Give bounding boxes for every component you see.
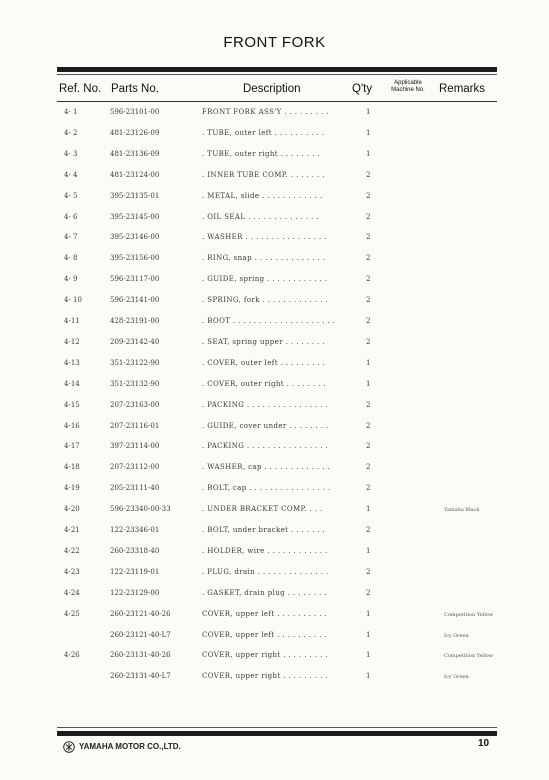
ref-no-cell: 4-26 bbox=[64, 651, 80, 660]
parts-no-cell: 395-23156-00 bbox=[110, 254, 160, 263]
parts-no-cell: 596-23340-00-33 bbox=[110, 505, 171, 514]
company-name: YAMAHA MOTOR CO.,LTD. bbox=[79, 742, 181, 751]
parts-no-cell: 395-23145-00 bbox=[110, 212, 160, 221]
parts-no-cell: 122-23129-00 bbox=[110, 588, 160, 597]
qty-cell: 1 bbox=[366, 546, 371, 555]
parts-no-cell: 351-23122-90 bbox=[110, 358, 160, 367]
table-row bbox=[0, 401, 549, 421]
qty-cell: 1 bbox=[366, 358, 371, 367]
table-row bbox=[0, 526, 549, 546]
table-row bbox=[0, 254, 549, 274]
qty-cell: 2 bbox=[366, 526, 371, 534]
ref-no-cell: 4-13 bbox=[64, 358, 80, 367]
ref-no-cell: 4- 10 bbox=[64, 296, 82, 305]
description-cell: . GUIDE, spring . . . . . . . . . . . . bbox=[202, 275, 328, 284]
ref-no-cell: 4- 4 bbox=[64, 170, 78, 179]
table-row bbox=[0, 338, 549, 358]
table-row bbox=[0, 505, 549, 525]
parts-no-cell: 207-23116-01 bbox=[110, 421, 160, 430]
ref-no-cell: 4- 6 bbox=[64, 212, 78, 221]
table-header bbox=[0, 80, 549, 100]
parts-no-cell: 260-23131-40-L7 bbox=[110, 672, 171, 681]
parts-no-cell: 395-23146-00 bbox=[110, 233, 160, 242]
parts-no-cell: 122-23346-01 bbox=[110, 526, 160, 534]
table-row bbox=[0, 171, 549, 191]
qty-cell: 2 bbox=[366, 275, 371, 284]
ref-no-cell: 4-16 bbox=[64, 421, 80, 430]
qty-cell: 2 bbox=[366, 337, 371, 346]
ref-no-cell: 4-24 bbox=[64, 588, 80, 597]
header-ref-no: Ref. No. bbox=[59, 83, 102, 95]
table-row bbox=[0, 463, 549, 483]
table-row bbox=[0, 129, 549, 149]
description-cell: FRONT FORK ASS'Y . . . . . . . . . bbox=[202, 108, 329, 116]
ref-no-cell: 4- 7 bbox=[64, 233, 78, 242]
qty-cell: 2 bbox=[366, 567, 371, 576]
ref-no-cell: 4- 1 bbox=[64, 108, 78, 116]
table-row bbox=[0, 589, 549, 609]
remarks-cell: Icy Green bbox=[444, 674, 469, 681]
qty-cell: 1 bbox=[366, 108, 371, 116]
description-cell: . RING, snap . . . . . . . . . . . . . . bbox=[202, 254, 326, 263]
qty-cell: 1 bbox=[366, 609, 371, 618]
table-row bbox=[0, 108, 549, 128]
remarks-cell: Yamaha Black bbox=[444, 507, 480, 514]
description-cell: . OIL SEAL . . . . . . . . . . . . . . bbox=[202, 212, 319, 221]
table-row bbox=[0, 442, 549, 462]
table-row bbox=[0, 651, 549, 671]
remarks-cell: Competition Yellow bbox=[444, 611, 494, 618]
ref-no-cell: 4-14 bbox=[64, 379, 80, 388]
qty-cell: 1 bbox=[366, 630, 371, 639]
description-cell: . GUIDE, cover under . . . . . . . . bbox=[202, 421, 329, 430]
parts-no-cell: 481-23126-09 bbox=[110, 128, 160, 137]
ref-no-cell: 4-25 bbox=[64, 609, 80, 618]
description-cell: . TUBE, outer right . . . . . . . . bbox=[202, 149, 320, 158]
parts-no-cell: 596-23141-00 bbox=[110, 296, 160, 305]
ref-no-cell: 4- 2 bbox=[64, 128, 78, 137]
description-cell: COVER, upper right . . . . . . . . . bbox=[202, 651, 328, 660]
description-cell: . COVER, outer left . . . . . . . . . bbox=[202, 358, 326, 367]
qty-cell: 2 bbox=[366, 463, 371, 472]
table-row bbox=[0, 317, 549, 337]
remarks-cell: Icy Green bbox=[444, 632, 469, 639]
description-cell: . PLUG, drain . . . . . . . . . . . . . . bbox=[202, 567, 329, 576]
parts-no-cell: 207-23163-00 bbox=[110, 400, 160, 409]
header-applicable-machine: Applicable Machine No. bbox=[391, 80, 425, 93]
description-cell: . COVER, outer right . . . . . . . . bbox=[202, 379, 326, 388]
qty-cell: 2 bbox=[366, 296, 371, 305]
ref-no-cell: 4-11 bbox=[64, 317, 80, 325]
description-cell: . PACKING . . . . . . . . . . . . . . . . bbox=[202, 442, 329, 451]
parts-no-cell: 596-23117-00 bbox=[110, 275, 160, 284]
description-cell: . PACKING . . . . . . . . . . . . . . . . bbox=[202, 400, 329, 409]
parts-no-cell: 207-23112-00 bbox=[110, 463, 160, 472]
ref-no-cell: 4-20 bbox=[64, 505, 80, 514]
table-row bbox=[0, 275, 549, 295]
description-cell: . SPRING, fork . . . . . . . . . . . . . bbox=[202, 296, 329, 305]
ref-no-cell: 4-12 bbox=[64, 337, 80, 346]
table-row bbox=[0, 568, 549, 588]
parts-no-cell: 397-23114-00 bbox=[110, 442, 160, 451]
parts-no-cell: 395-23135-01 bbox=[110, 191, 160, 200]
ref-no-cell: 4- 5 bbox=[64, 191, 78, 200]
top-rule-thick bbox=[57, 67, 497, 72]
header-parts-no: Parts No. bbox=[111, 83, 159, 95]
ref-no-cell: 4- 3 bbox=[64, 149, 78, 158]
parts-no-cell: 481-23124-00 bbox=[110, 170, 160, 179]
parts-no-cell: 351-23132-90 bbox=[110, 379, 160, 388]
description-cell: . BOLT, cap . . . . . . . . . . . . . . . . bbox=[202, 484, 331, 493]
ref-no-cell: 4-23 bbox=[64, 567, 80, 576]
table-row bbox=[0, 192, 549, 212]
page-number: 10 bbox=[478, 738, 490, 749]
qty-cell: 2 bbox=[366, 233, 371, 242]
description-cell: . METAL, slide . . . . . . . . . . . . bbox=[202, 191, 323, 200]
qty-cell: 1 bbox=[366, 379, 371, 388]
table-row bbox=[0, 422, 549, 442]
bottom-rule-thick bbox=[57, 731, 497, 736]
description-cell: . HOLDER, wire . . . . . . . . . . . . bbox=[202, 546, 328, 555]
parts-no-cell: 209-23142-40 bbox=[110, 337, 160, 346]
description-cell: . GASKET, drain plug . . . . . . . . bbox=[202, 588, 328, 597]
qty-cell: 1 bbox=[366, 149, 371, 158]
description-cell: COVER, upper right . . . . . . . . . bbox=[202, 672, 328, 681]
table-row bbox=[0, 672, 549, 692]
table-row bbox=[0, 484, 549, 504]
ref-no-cell: 4-18 bbox=[64, 463, 80, 472]
header-qty: Q'ty bbox=[352, 83, 373, 95]
description-cell: . BOOT . . . . . . . . . . . . . . . . . . . . bbox=[202, 317, 336, 325]
qty-cell: 2 bbox=[366, 442, 371, 451]
ref-no-cell: 4- 9 bbox=[64, 275, 78, 284]
parts-no-cell: 596-23101-00 bbox=[110, 108, 160, 116]
table-row bbox=[0, 213, 549, 233]
qty-cell: 2 bbox=[366, 317, 371, 325]
qty-cell: 2 bbox=[366, 484, 371, 493]
table-row bbox=[0, 610, 549, 630]
top-rule-thin bbox=[57, 74, 497, 75]
qty-cell: 1 bbox=[366, 505, 371, 514]
ref-no-cell: 4-19 bbox=[64, 484, 80, 493]
qty-cell: 2 bbox=[366, 170, 371, 179]
bottom-rule-thin bbox=[57, 727, 497, 728]
header-rule bbox=[57, 101, 497, 102]
qty-cell: 1 bbox=[366, 128, 371, 137]
qty-cell: 2 bbox=[366, 400, 371, 409]
description-cell: . WASHER . . . . . . . . . . . . . . . . bbox=[202, 233, 327, 242]
qty-cell: 2 bbox=[366, 421, 371, 430]
table-row bbox=[0, 359, 549, 379]
description-cell: . INNER TUBE COMP. . . . . . . . bbox=[202, 170, 325, 179]
header-remarks: Remarks bbox=[439, 83, 486, 95]
parts-no-cell: 260-23121-40-L7 bbox=[110, 630, 171, 639]
parts-no-cell: 260-23121-40-26 bbox=[110, 609, 171, 618]
header-description: Description bbox=[243, 83, 301, 95]
remarks-cell: Competition Yellow bbox=[444, 653, 494, 660]
yamaha-logo-icon bbox=[63, 741, 75, 753]
description-cell: . UNDER BRACKET COMP. . . . bbox=[202, 505, 323, 514]
description-cell: . BOLT, under bracket . . . . . . . bbox=[202, 526, 326, 534]
table-row bbox=[0, 233, 549, 253]
page-title: FRONT FORK bbox=[223, 34, 326, 51]
table-row bbox=[0, 547, 549, 567]
qty-cell: 1 bbox=[366, 672, 371, 681]
parts-no-cell: 205-23111-40 bbox=[110, 484, 160, 493]
qty-cell: 2 bbox=[366, 212, 371, 221]
table-row bbox=[0, 296, 549, 316]
ref-no-cell: 4-15 bbox=[64, 400, 80, 409]
parts-no-cell: 481-23136-09 bbox=[110, 149, 160, 158]
parts-no-cell: 428-23191-00 bbox=[110, 317, 160, 325]
table-row bbox=[0, 631, 549, 651]
table-row bbox=[0, 150, 549, 170]
qty-cell: 2 bbox=[366, 254, 371, 263]
description-cell: COVER, upper left . . . . . . . . . . bbox=[202, 630, 328, 639]
description-cell: . SEAT, spring upper . . . . . . . . bbox=[202, 337, 325, 346]
parts-no-cell: 260-23318-40 bbox=[110, 546, 160, 555]
qty-cell: 2 bbox=[366, 191, 371, 200]
description-cell: . WASHER, cap . . . . . . . . . . . . . bbox=[202, 463, 331, 472]
table-row bbox=[0, 380, 549, 400]
ref-no-cell: 4-21 bbox=[64, 526, 80, 534]
qty-cell: 2 bbox=[366, 588, 371, 597]
ref-no-cell: 4- 8 bbox=[64, 254, 78, 263]
description-cell: . TUBE, outer left . . . . . . . . . . bbox=[202, 128, 325, 137]
ref-no-cell: 4-22 bbox=[64, 546, 80, 555]
description-cell: COVER, upper left . . . . . . . . . . bbox=[202, 609, 328, 618]
qty-cell: 1 bbox=[366, 651, 371, 660]
parts-no-cell: 260-23131-40-26 bbox=[110, 651, 171, 660]
ref-no-cell: 4-17 bbox=[64, 442, 80, 451]
parts-no-cell: 122-23119-01 bbox=[110, 567, 160, 576]
